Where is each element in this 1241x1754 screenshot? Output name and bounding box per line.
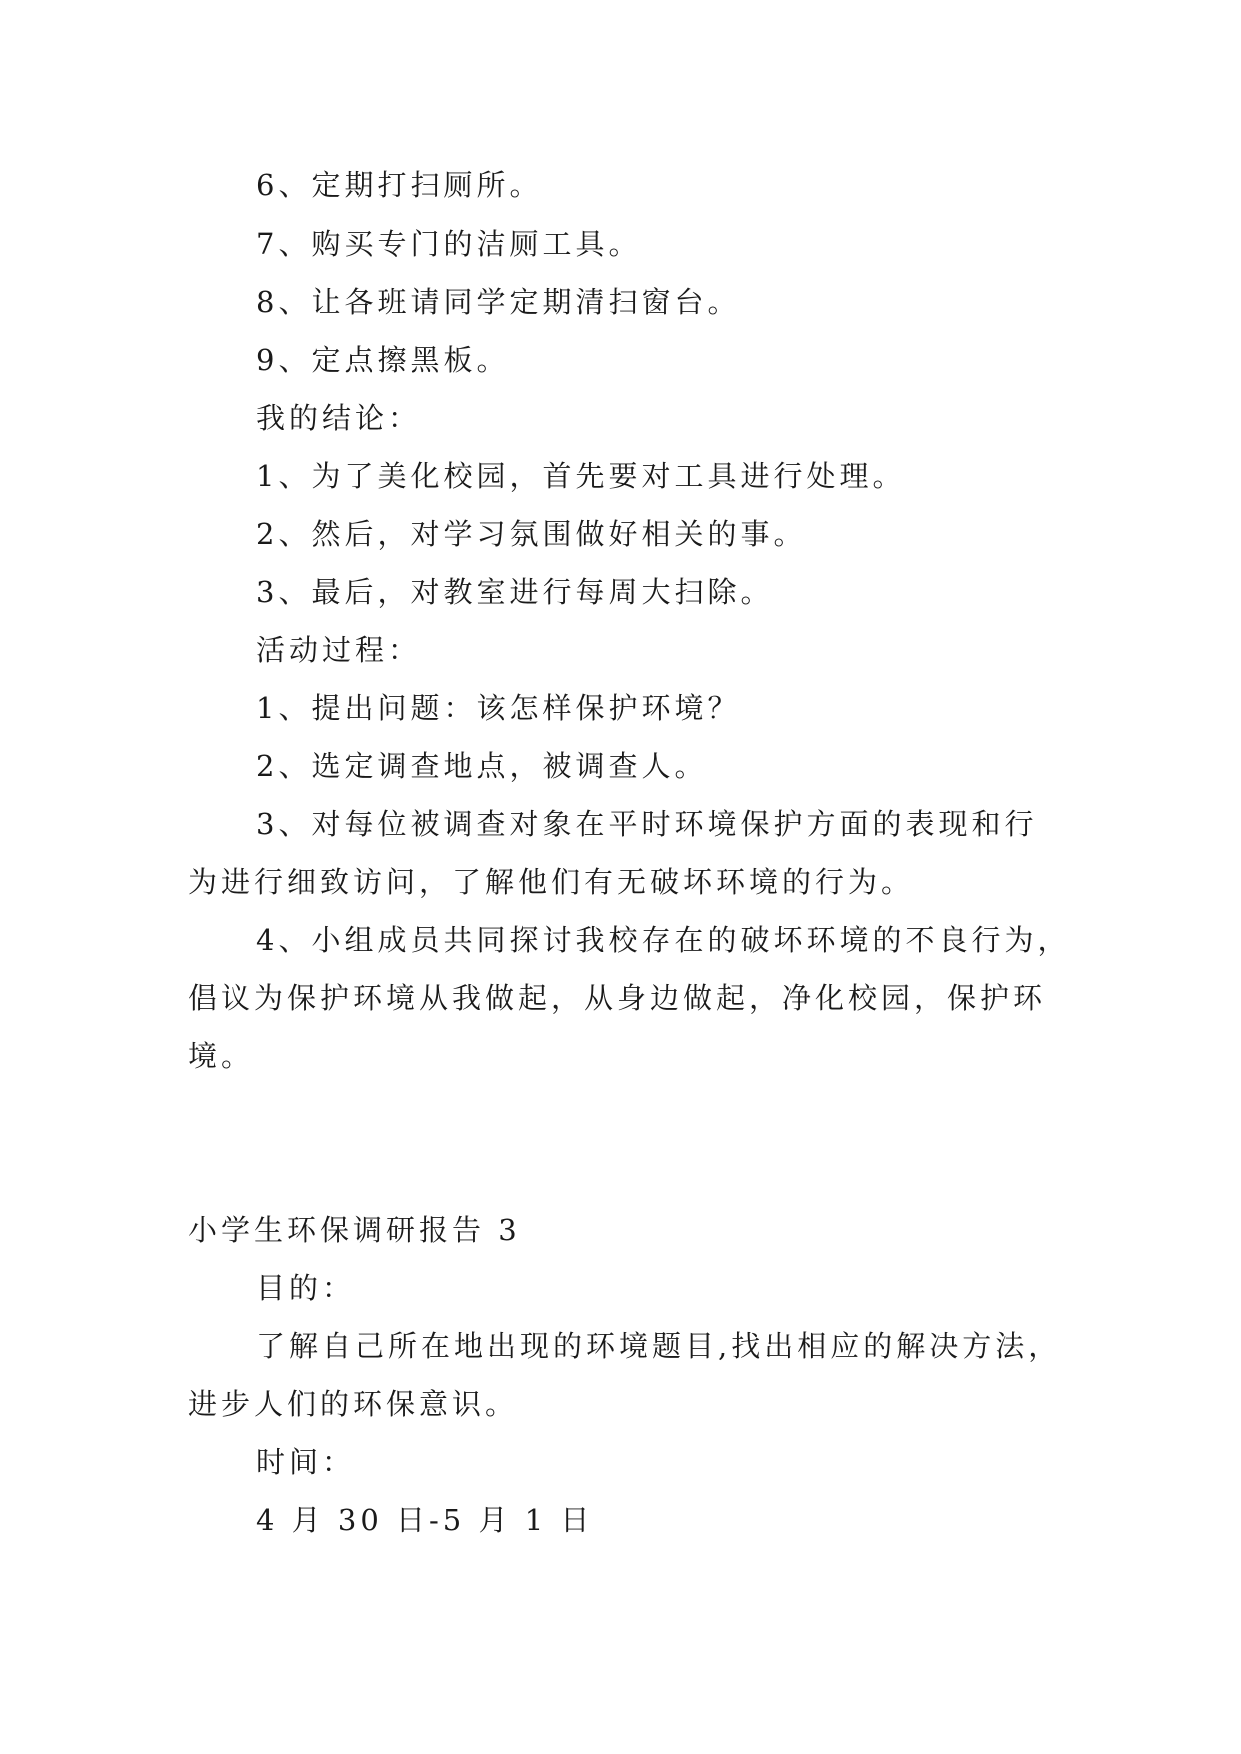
paragraph-line: 境。 <box>188 1039 255 1073</box>
list-item: 1、为了美化校园，首先要对工具进行处理。 <box>256 459 906 493</box>
paragraph-line: 进步人们的环保意识。 <box>188 1387 519 1421</box>
paragraph-line: 3、对每位被调查对象在平时环境保护方面的表现和行 <box>256 807 1038 841</box>
section-heading: 我的结论： <box>256 401 422 435</box>
list-item: 8、让各班请同学定期清扫窗台。 <box>256 285 741 319</box>
report-title: 小学生环保调研报告 3 <box>188 1213 521 1247</box>
list-item: 6、定期打扫厕所。 <box>256 168 543 202</box>
list-item: 9、定点擦黑板。 <box>256 343 510 377</box>
paragraph-line: 4、小组成员共同探讨我校存在的破坏环境的不良行为， <box>256 923 1071 957</box>
list-item: 2、选定调查地点，被调查人。 <box>256 749 708 783</box>
paragraph-line: 了解自己所在地出现的环境题目,找出相应的解决方法， <box>256 1329 1062 1363</box>
section-heading: 活动过程： <box>256 633 422 667</box>
section-heading: 目的： <box>256 1271 356 1305</box>
date-range: 4 月 30 日-5 月 1 日 <box>256 1503 594 1537</box>
list-item: 1、提出问题：该怎样保护环境？ <box>256 691 741 725</box>
list-item: 3、最后，对教室进行每周大扫除。 <box>256 575 774 609</box>
list-item: 2、然后，对学习氛围做好相关的事。 <box>256 517 807 551</box>
paragraph-line: 为进行细致访问，了解他们有无破坏环境的行为。 <box>188 865 915 899</box>
list-item: 7、购买专门的洁厕工具。 <box>256 227 642 261</box>
paragraph-line: 倡议为保护环境从我做起，从身边做起，净化校园，保护环 <box>188 981 1047 1015</box>
section-heading: 时间： <box>256 1445 356 1479</box>
